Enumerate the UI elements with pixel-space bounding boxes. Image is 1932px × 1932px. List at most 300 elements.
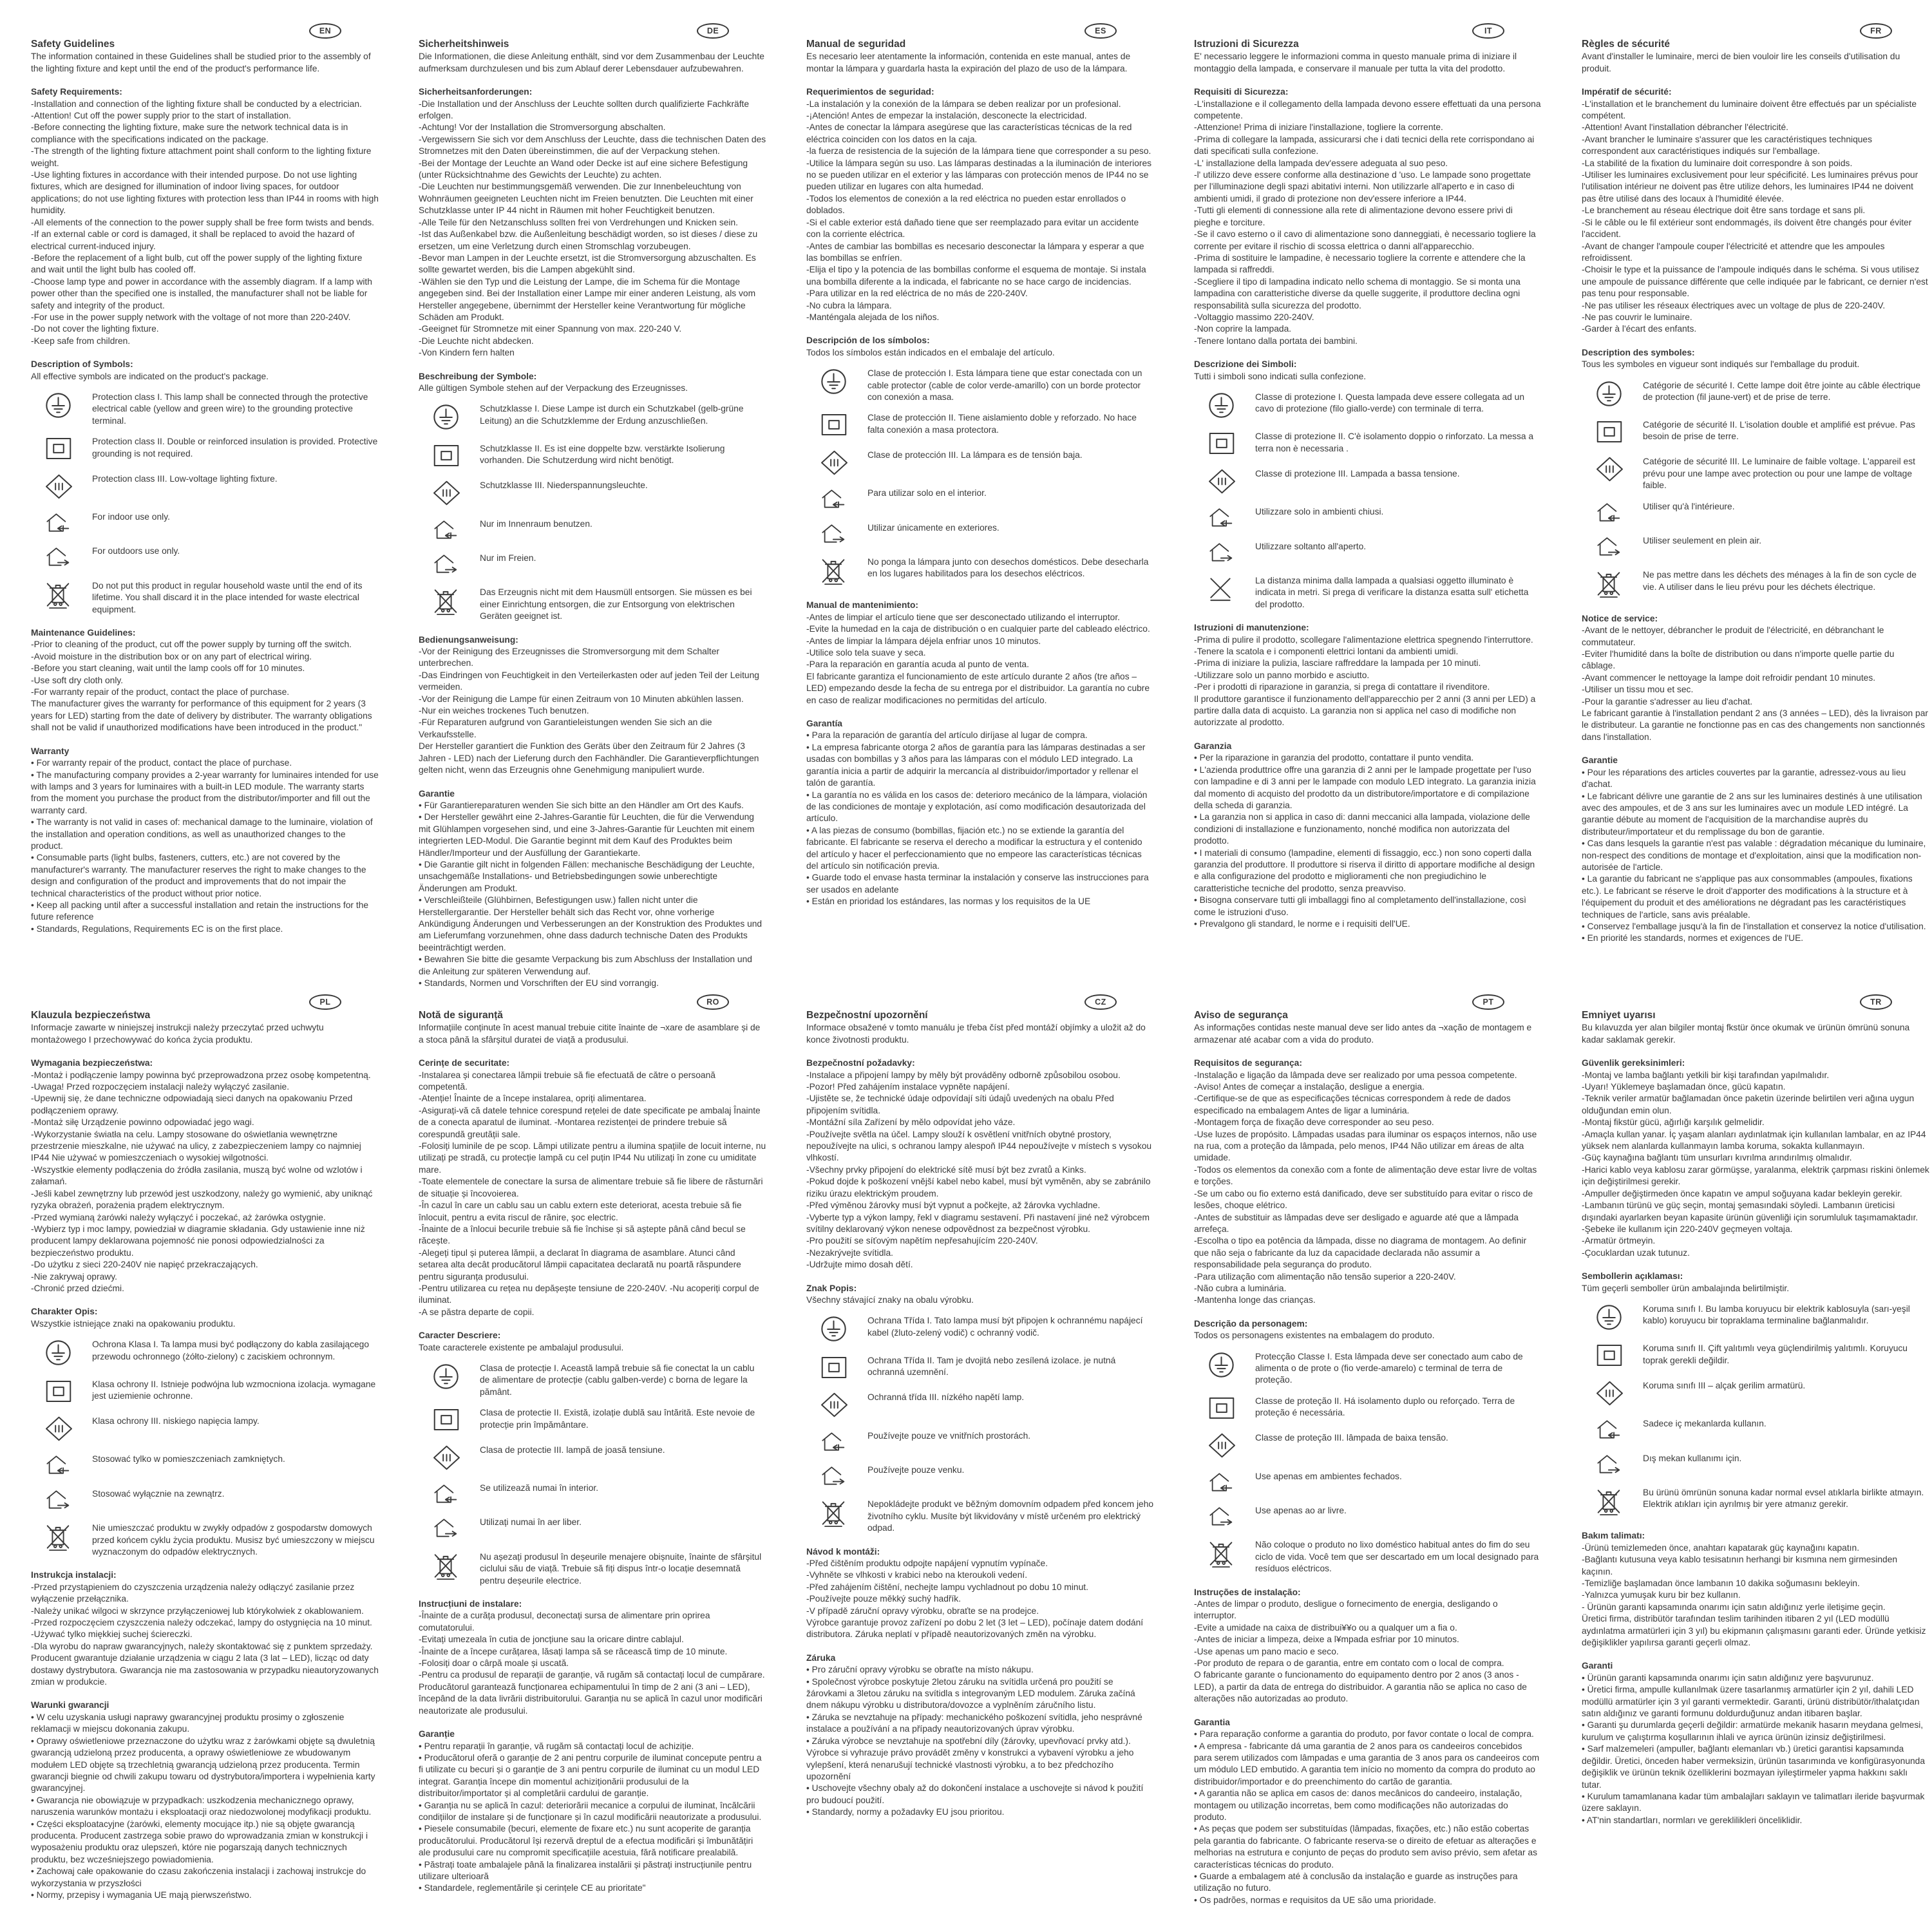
- section-paragraph: -The strength of the lighting fixture attachment point shall conform to the lighting fixture weight.: [31, 146, 372, 168]
- symbol-text: Stosować wyłącznie na zewnątrz.: [92, 1488, 225, 1499]
- symbol-row: [1194, 506, 1542, 531]
- symbol-text: Nie umieszczać produktu w zwykły odpadów z gospodarstw domowych przed końcem cyklu życia produktu. Musisz być umieszczony w miejscu wyznaczonym do odpadów elektrycznych.: [92, 1523, 375, 1557]
- section-paragraph: • Para la reparación de garantía del artículo diríjase al lugar de compra.: [806, 730, 1088, 741]
- section-paragraph: • The manufacturing company provides a 2-year warranty for luminaires intended for use with lamps and 3 years for luminaires with a built-in LED module. The warranty starts from the moment you purchase the product from the distributor/importer and fill out the warranty card.: [31, 770, 379, 815]
- section-paragraph: -Înainte de a începe curățarea, lăsați lampa să se răcească timp de 10 minute.: [419, 1646, 728, 1656]
- section-paragraph: • Zachowaj całe opakowanie do czasu zakończenia instalacji i zachowaj instrukcje do wykorzystania w przyszłości: [31, 1866, 366, 1888]
- section-paragraph: • AT'nin standartları, normları ve gereklilikleri önceliklidir.: [1582, 1815, 1803, 1825]
- section-paragraph: Wszystkie istniejące znaki na opakowaniu produktu.: [31, 1318, 236, 1329]
- symbol-text: Protection class II. Double or reinforced insulation is provided. Protective grounding is not required.: [92, 437, 378, 459]
- section-paragraph: • Společnost výrobce poskytuje 2letou záruku na svítidla určená pro použití se žárovkami a 3letou záruku na svítidla s integrovaným LED modulem. Záruka začíná dnem nákupu výrobku u distributora/dovozce a vyplněním záručního listu.: [806, 1676, 1135, 1710]
- column-title: Safety Guidelines: [31, 39, 115, 50]
- section-heading: Requerimientos de seguridad:: [806, 87, 934, 97]
- section-heading: Beschreibung der Symbole:: [419, 371, 537, 381]
- symbol-row: [419, 403, 766, 433]
- section-paragraph: -Nur ein weiches trockenes Tuch benutzen.: [419, 706, 589, 716]
- symbol-row: [419, 480, 766, 509]
- section-heading: Safety Requirements:: [31, 87, 122, 97]
- symbol-row: [419, 587, 766, 622]
- column-title: Istruzioni di Sicurezza: [1194, 39, 1299, 50]
- section-paragraph: • Standardy, normy a požadavky EU jsou prioritou.: [806, 1807, 1005, 1817]
- symbol-text: Classe di protezione II. C'è isolamento doppio o rinforzato. La messa a terra non è necessaria .: [1255, 431, 1534, 453]
- section-paragraph: -L'installation et le branchement du luminaire doivent être effectués par un spécialiste compétent.: [1582, 99, 1917, 121]
- section-paragraph: -Uyarı! Yüklemeye başlamadan önce, gücü kapatın.: [1582, 1082, 1786, 1092]
- symbol-text: For outdoors use only.: [92, 546, 180, 556]
- outdoor-use-house-icon: [419, 1517, 480, 1542]
- weee-crossed-bin-icon: [419, 587, 480, 618]
- section-paragraph: -Use lighting fixtures in accordance with their intended purpose. Do not use lighting fixtures, which are designed for illumination of indoor living spaces, for outdoor applications; do not use lighting fixtures with protection less than IP44 in rooms with high humidity.: [31, 170, 379, 216]
- lang-column-fr: [1582, 23, 1929, 965]
- section-paragraph: -Před zahájením čištění, nechejte lampu vychladnout po dobu 10 minut.: [806, 1582, 1088, 1592]
- section-paragraph: • En priorité les standards, normes et exigences de l'UE.: [1582, 933, 1804, 943]
- section-paragraph: • Pour les réparations des articles couvertes par la garantie, adressez-vous au lieu d'achat.: [1582, 767, 1906, 790]
- column-title: Manual de seguridad: [806, 39, 906, 50]
- symbol-text: Schutzklasse III. Niederspannungsleuchte.: [480, 480, 648, 491]
- symbol-row: [31, 473, 379, 502]
- symbol-row: [31, 1488, 379, 1513]
- section-paragraph: -Przed wymianą żarówki należy wyłączyć i poczekać, aż żarówka ostygnie.: [31, 1212, 326, 1222]
- protection-class3-low-voltage-icon: [806, 1392, 867, 1421]
- symbol-row: [1582, 1418, 1929, 1443]
- section-paragraph: -Harici kablo veya kablosu zarar görmüşse, yaralanma, elektrik çarpması riskini önlemek için değiştirilmesi gerekir.: [1582, 1164, 1929, 1187]
- section-paragraph: -Attention! Cut off the power supply prior to the start of installation.: [31, 111, 291, 121]
- section-paragraph: • Pro záruční opravy výrobku se obraťte na místo nákupu.: [806, 1665, 1034, 1675]
- section-paragraph: -Alegeți tipul și puterea lămpii, a declarat în diagrama de asamblare. Atunci când setarea alta decât producătorul lămpii capacitatea declarată nu poartă răspundere pentru siguranța produsului.: [419, 1247, 741, 1282]
- section-paragraph: -Toate elementele de conectare la sursa de alimentare trebuie să fie libere de răsturnări de situație și încovoierea.: [419, 1177, 763, 1198]
- section-paragraph: -În cazul în care un cablu sau un cablu extern este deteriorat, acesta trebuie să fie înlocuit, pentru a evita riscul de rănire, șoc electric.: [419, 1200, 742, 1222]
- protection-class3-low-voltage-icon: [31, 1416, 92, 1444]
- section-heading: Warranty: [31, 746, 70, 756]
- section-paragraph: -Používejte světla na účel. Lampy slouží k osvětlení vnitřních obytné prostory, nepoužívejte na ulici, s ochranou lampy alespoň IP44 nepoužívejte v místech s vysokou vlhkostí.: [806, 1129, 1152, 1163]
- symbol-row: [1582, 535, 1929, 560]
- protection-class1-ground-icon: [1194, 392, 1255, 422]
- section-paragraph: -Antes de limpar o produto, desligue o fornecimento de energia, desligando o interruptor.: [1194, 1599, 1498, 1621]
- column-intro: E' necessario leggere le informazioni comma in questo manuale prima di iniziare il montaggio della lampada, e conservare il manuale per tutta la vita del prodotto.: [1194, 52, 1517, 73]
- section-heading: Maintenance Guidelines:: [31, 628, 136, 638]
- section-paragraph: -Do not cover the lighting fixture.: [31, 324, 159, 334]
- outdoor-use-house-icon: [419, 553, 480, 578]
- section-paragraph: Todos los símbolos están indicados en el embalaje del artículo.: [806, 347, 1055, 357]
- symbol-row: [31, 1339, 379, 1369]
- section-paragraph: -Przed rozpoczęciem czyszczenia należy odczekać, lampy do ostygnięcia na 10 minut.: [31, 1618, 372, 1628]
- section-paragraph: -Installation and connection of the lighting fixture shall be conducted by a electrician.: [31, 99, 362, 109]
- section-paragraph: -Todos los elementos de conexión a la red eléctrica no pueden estar enrollados o doblados.: [806, 193, 1126, 216]
- section-paragraph: -Montaj ve lamba bağlantı yetkili bir kişi tarafından yapılmalıdır.: [1582, 1070, 1830, 1080]
- symbol-text: Clasa de protectie III. lampă de joasă tensiune.: [480, 1444, 665, 1455]
- protection-class2-double-insulation-icon: [806, 412, 867, 440]
- section-paragraph: Tüm geçerli semboller ürün ambalajında belirtilmiştir.: [1582, 1283, 1790, 1293]
- section-paragraph: -Wszystkie elementy podłączenia do źródła zasilania, muszą być wolne od wzlotów i załamań.: [31, 1164, 363, 1187]
- symbol-row: [1194, 1471, 1542, 1496]
- symbol-row: [31, 580, 379, 616]
- symbol-row: [1194, 431, 1542, 459]
- section-paragraph: -Nie zakrywaj oprawy.: [31, 1271, 117, 1282]
- weee-crossed-bin-icon: [31, 1522, 92, 1554]
- section-paragraph: - Ürünün garanti kapsamında onarımı için satın aldığınız yerle iletişime geçin.: [1582, 1602, 1886, 1612]
- section-paragraph: Il produttore garantisce il funzionamento dell'apparecchio per 2 anni (3 anni per LED) a partire dalla data di acquisto. La garanzia non si applica nel caso di modifiche non autorizzate al prodotto.: [1194, 694, 1536, 728]
- symbol-text: Utilizar únicamente en exteriores.: [867, 522, 999, 533]
- section-paragraph: -Montagem força de fixação deve corresponder ao seu peso.: [1194, 1117, 1434, 1128]
- section-paragraph: • Os padrões, normas e requisitos da UE são uma prioridade.: [1194, 1895, 1436, 1905]
- section-paragraph: • Uschovejte všechny obaly až do dokončení instalace a uschovejte si návod k použití pro budoucí použití.: [806, 1783, 1144, 1805]
- column-intro: Informace obsažené v tomto manuálu je třeba číst před montáží objímky a uložit až do konce životnosti produktu.: [806, 1023, 1146, 1045]
- section-heading: Requisitos de segurança:: [1194, 1058, 1302, 1068]
- outdoor-use-house-icon: [806, 522, 867, 547]
- section-paragraph: -Pro použití se síťovým napětím nepřesahujícím 220-240V.: [806, 1236, 1038, 1246]
- symbol-text: Protecção Classe I. Esta lâmpada deve ser conectado aum cabo de alimenta o de prote o (fio verde-amarelo) c terminal de terra de proteção.: [1255, 1351, 1523, 1385]
- section-paragraph: -A se păstra departe de copii.: [419, 1307, 535, 1317]
- section-paragraph: • Standards, Regulations, Requirements EC is on the first place.: [31, 923, 283, 934]
- section-paragraph: -la fuerza de resistencia de la sujeción de la lámpara tiene que corresponder a su peso.: [806, 146, 1151, 156]
- section-paragraph: -Do użytku z sieci 220-240V nie napięć przekraczających.: [31, 1260, 258, 1270]
- section-paragraph: -Keep safe from children.: [31, 336, 131, 346]
- section-paragraph: • Standards, Normen und Vorschriften der EU sind vorrangig.: [419, 978, 659, 988]
- language-badge: PT: [1472, 994, 1504, 1010]
- symbol-row: [1194, 1539, 1542, 1575]
- section-paragraph: -Chronić przed dziećmi.: [31, 1283, 124, 1293]
- indoor-use-house-icon: [419, 518, 480, 544]
- section-paragraph: • La garantie du fabricant ne s'applique pas aux consommables (ampoules, fixations etc.). Le fabricant se réserve le droit d'apporter des modifications à la structure et à l'équipement du produit et des améliorations ne dégradant pas les caractéristiques techniques de l'article, sans avis préalable.: [1582, 874, 1913, 920]
- column-intro: Avant d'installer le luminaire, merci de bien vouloir lire les conseils d'utilisation du produit.: [1582, 52, 1900, 73]
- symbol-row: [419, 1363, 766, 1398]
- section-paragraph: -Ist das Außenkabel bzw. die Außenleitung beschädigt worden, so ist dieses / diese zu ersetzen, um eine Verletzung durch einen Stromschlag vorzubeugen.: [419, 229, 758, 251]
- symbol-row: [419, 1517, 766, 1542]
- section-heading: Bezpečnostní požadavky:: [806, 1058, 915, 1068]
- section-paragraph: -Before the replacement of a light bulb, cut off the power supply of the lighting fixture and wait until the light bulb has cooled off.: [31, 252, 363, 275]
- symbol-text: La distanza minima dalla lampada a qualsiasi oggetto illuminato è indicata in metri. Si prega di verificare la distanza esatta sull' etichetta del prodotto.: [1255, 576, 1529, 609]
- section-paragraph: -Pentru ca produsul de reparații de garanție, vă rugăm să contactați locul de cumpărare.: [419, 1670, 765, 1680]
- section-paragraph: -Udržujte mimo dosah dětí.: [806, 1260, 913, 1270]
- indoor-use-house-icon: [1194, 506, 1255, 531]
- section-paragraph: -Evite la humedad en la caja de distribución o en cualquier parte del cableado eléctrico.: [806, 624, 1150, 634]
- symbol-row: [1582, 1487, 1929, 1519]
- section-paragraph: -Para utilizar en la red eléctrica de no más de 220-240V.: [806, 289, 1028, 299]
- section-paragraph: -Scegliere il tipo di lampadina indicato nello schema di montaggio. Se si monta una lampadina con caratteristiche diverse da quelle suggerite, il produttore declina ogni responsabilità sulla sicurezza del prodotto.: [1194, 276, 1520, 310]
- symbol-row: [419, 1482, 766, 1508]
- section-paragraph: • Garanti şu durumlarda geçerli değildir: armatürde mekanik hasarın meydana gelmesi, kurulum ve çalıştırma koşullarının ihlali ve ayrıca ürünün izinsiz değiştirilmesi.: [1582, 1720, 1924, 1742]
- section-paragraph: -Evitați umezeala în cutia de joncțiune sau la oricare dintre cablajul.: [419, 1634, 684, 1645]
- symbol-text: Ochranná třída III. nízkého napětí lamp.: [867, 1392, 1025, 1403]
- section-paragraph: -Před čištěním produktu odpojte napájení vypnutím vypínače.: [806, 1558, 1048, 1568]
- section-paragraph: -L' installazione della lampada dev'essere adeguata al suo peso.: [1194, 158, 1448, 168]
- section-paragraph: • A garantia não se aplica em casos de: danos mecânicos do candeeiro, instalação, montagem ou utilização incorretas, bem como modificações não autorizadas do produto.: [1194, 1788, 1522, 1822]
- section-paragraph: -Vor der Reinigung die Lampe für einen Zeitraum von 10 Minuten abkühlen lassen.: [419, 694, 744, 704]
- section-paragraph: • La empresa fabricante otorga 2 años de garantía para las lámparas destinadas a ser usadas con bombillas y 3 años para las lámparas con el módulo LED integrado. La garantía inicia a partir de adquirir la mercancía al distribuidor/importador y rellenar el talón de garantía.: [806, 742, 1146, 788]
- section-paragraph: -Montážní síla Zařízení by mělo odpovídat jeho váze.: [806, 1117, 1016, 1128]
- section-paragraph: -Aviso! Antes de começar a instalação, desligue a energia.: [1194, 1082, 1425, 1092]
- symbol-text: For indoor use only.: [92, 512, 170, 522]
- symbol-text: Schutzklasse I. Diese Lampe ist durch ein Schutzkabel (gelb-grüne Leitung) an die Schutzklemme der Erdung anzuschließen.: [480, 404, 744, 426]
- section-paragraph: • Garanția nu se aplică în cazul: deteriorării mecanice a corpului de iluminat, încălcării condițiilor de instalare și de funcționare și în cazul modificării neautorizate a produsului.: [419, 1800, 762, 1822]
- section-paragraph: -Przed przystąpieniem do czyszczenia urządzenia należy odłączyć zasilanie przez wyłączenie przełącznika.: [31, 1582, 355, 1604]
- indoor-use-house-icon: [1194, 1471, 1255, 1496]
- indoor-use-house-icon: [31, 511, 92, 536]
- section-paragraph: -Use apenas um pano macio e seco.: [1194, 1646, 1339, 1656]
- indoor-use-house-icon: [1582, 1418, 1643, 1443]
- symbol-text: Schutzklasse II. Es ist eine doppelte bzw. verstärkte Isolierung vorhanden. Die Schutzerdung wird nicht benötigt.: [480, 443, 725, 466]
- section-paragraph: -Tutti gli elementi di connessione alla rete di alimentazione devono essere privi di pieghe e torciture.: [1194, 205, 1513, 227]
- section-paragraph: -Antes de substituir as lâmpadas deve ser desligado e aguarde até que a lâmpada arrefeça.: [1194, 1212, 1519, 1234]
- outdoor-use-house-icon: [31, 1488, 92, 1513]
- symbol-text: Ochrana Třída II. Tam je dvojitá nebo zesílená izolace. je nutná ochranná uzemnění.: [867, 1355, 1116, 1378]
- symbol-text: Dış mekan kullanımı için.: [1643, 1453, 1742, 1463]
- symbol-text: Používejte pouze ve vnitřních prostorách.: [867, 1430, 1031, 1441]
- section-paragraph: -Se il cavo esterno o il cavo di alimentazione sono danneggiati, è necessario togliere la corrente per evitare il rischio di scossa elettrica o danni all'apparecchio.: [1194, 229, 1536, 251]
- protection-class3-low-voltage-icon: [419, 480, 480, 509]
- symbol-row: [1194, 541, 1542, 566]
- protection-class2-double-insulation-icon: [1194, 1396, 1255, 1423]
- section-paragraph: -Wybierz typ i moc lampy, powiedział w diagramie składania. Gdy ustawienie inne niż producent lampy deklarowana pojemność nie ponosi odpowiedzialności za bezpieczeństwo produktu.: [31, 1224, 365, 1258]
- section-paragraph: • Standardele, reglementările și cerințele CE au prioritate": [419, 1883, 646, 1893]
- symbol-row: [1194, 468, 1542, 497]
- section-paragraph: -Avant brancher le luminaire s'assurer que les caractéristiques techniques correspondent aux caractéristiques indiqués sur l'emballage.: [1582, 134, 1873, 156]
- protection-class3-low-voltage-icon: [1194, 1432, 1255, 1461]
- section-heading: Istruzioni di manutenzione:: [1194, 623, 1309, 633]
- protection-class2-double-insulation-icon: [31, 436, 92, 464]
- symbol-row: [1582, 456, 1929, 491]
- section-paragraph: -Prima di collegare la lampada, assicurarsi che i dati tecnici della rete corrispondano ai dati specificati sulla confezione.: [1194, 134, 1535, 156]
- protection-class1-ground-icon: [419, 1363, 480, 1393]
- symbol-text: Classe de proteção II. Há isolamento duplo ou reforçado. Terra de proteção é necessária.: [1255, 1396, 1515, 1418]
- language-columns-grid: [31, 23, 1929, 1932]
- section-paragraph: -Vor der Reinigung des Erzeugnisses die Stromversorgung mit dem Schalter unterbrechen.: [419, 647, 720, 668]
- symbol-row: [806, 1315, 1154, 1345]
- section-paragraph: -Choose lamp type and power in accordance with the assembly diagram. If a lamp with power other than the specified one is installed, the manufacturer shall not be liable for safety and integrity of the product.: [31, 276, 372, 310]
- section-paragraph: -Antes de iniciar a limpeza, deixe a l¥mpada esfriar por 10 minutos.: [1194, 1634, 1459, 1645]
- symbol-text: Klasa ochrony III. niskiego napięcia lampy.: [92, 1416, 260, 1426]
- symbol-text: Ochrona Klasa I. Ta lampa musi być podłączony do kabla zasilającego przewodu ochronnego (żółto-zielony) c zaciskiem ochronnym.: [92, 1340, 369, 1361]
- symbol-row: [806, 556, 1154, 588]
- section-paragraph: -La stabilité de la fixation du luminaire doit correspondre à son poids.: [1582, 158, 1853, 168]
- language-badge: FR: [1860, 23, 1892, 39]
- symbol-text: Nepokládejte produkt ve běžným domovním odpadem před koncem jeho životního cyklu. Musíte být likvidovány v místě určeném pro elektrický odpad.: [867, 1499, 1154, 1533]
- section-paragraph: • Conservez l'emballage jusqu'à la fin de l'installation et conservez la notice d'utilisation.: [1582, 921, 1926, 931]
- section-paragraph: -Uwaga! Przed rozpoczęciem instalacji należy wyłączyć zasilanie.: [31, 1082, 290, 1092]
- weee-crossed-bin-icon: [806, 1499, 867, 1530]
- protection-class3-low-voltage-icon: [1582, 456, 1643, 485]
- symbol-row: [806, 522, 1154, 547]
- symbol-text: Ne pas mettre dans les déchets des ménages à la fin de son cycle de vie. A utiliser dans le lieu prévu pour les déchets électrique.: [1643, 570, 1917, 592]
- outdoor-use-house-icon: [1582, 535, 1643, 560]
- symbol-text: Utilizzare soltanto all'aperto.: [1255, 541, 1367, 551]
- symbol-text: Nur im Freien.: [480, 553, 536, 563]
- lang-column-en: [31, 23, 379, 965]
- symbol-text: Protection class I. This lamp shall be connected through the protective electrical cable (yellow and green wire) to the grounding protective terminal.: [92, 392, 368, 426]
- weee-crossed-bin-icon: [806, 556, 867, 588]
- section-paragraph: -Manténgala alejada de los niños.: [806, 312, 940, 322]
- symbol-row: [806, 1464, 1154, 1490]
- indoor-use-house-icon: [419, 1482, 480, 1508]
- weee-crossed-bin-icon: [419, 1551, 480, 1583]
- symbol-text: Classe de proteção III. lâmpada de baixa tensão.: [1255, 1433, 1448, 1443]
- language-badge: DE: [697, 23, 729, 39]
- section-paragraph: -Per i prodotti di riparazione in garanzia, si prega di contattare il rivenditore.: [1194, 682, 1490, 692]
- weee-crossed-bin-icon: [1582, 1487, 1643, 1519]
- section-heading: Description of Symbols:: [31, 359, 133, 370]
- section-paragraph: • Záruka výrobce se nevztahuje na spotřební díly (žárovky, upevňovací prvky atd.). Výrobce si vyhrazuje právo provádět změny v konstrukci a vybavení výrobku a jeho vylepšení, která nenarušují technické vlastnosti výrobku, a to bez předchozího upozornění: [806, 1736, 1134, 1781]
- section-paragraph: -Para la reparación en garantía acuda al punto de venta.: [806, 659, 1029, 670]
- section-paragraph: -Evite a umidade na caixa de distribui¥¥o ou a qualquer um a fia o.: [1194, 1622, 1457, 1633]
- section-paragraph: -Folosiți doar o cârpă moale și uscată.: [419, 1658, 569, 1669]
- lang-column-cz: [806, 994, 1154, 1932]
- section-paragraph: -Escolha o tipo ea potência da lâmpada, disse no diagrama de montagem. Ao definir que não seja o fabricante da luz da capacidade declarada não assumir a responsabilidade pela segurança do produto.: [1194, 1236, 1527, 1270]
- outdoor-use-house-icon: [1582, 1453, 1643, 1478]
- section-paragraph: -La instalación y la conexión de la lámpara se deben realizar por un profesional.: [806, 99, 1121, 109]
- weee-crossed-bin-icon: [1582, 569, 1643, 601]
- symbol-text: Classe di protezione III. Lampada a bassa tensione.: [1255, 468, 1460, 478]
- symbol-text: Utilizzare solo in ambienti chiusi.: [1255, 507, 1384, 517]
- section-paragraph: -Před výměnou žárovky musí být vypnut a počkejte, až žárovka vychladne.: [806, 1200, 1101, 1211]
- section-paragraph: -Use luzes de propósito. Lâmpadas usadas para iluminar os espaços internos, não use na rua, com a proteção da lâmpada, pelo menos, IP44 Não utilizar em áreas de alta umidade.: [1194, 1129, 1537, 1163]
- section-paragraph: -Montaż i podłączenie lampy powinna być przeprowadzona przez osobę kompetentną.: [31, 1070, 371, 1080]
- section-paragraph: -Utiliser les luminaires exclusivement pour leur spécificité. Les luminaires prévus pour l'utilisation intérieur ne doivent pas être utilize dehors, les luminaires IP44 ne doivent pas être utilisé dans des locaux à l'humidité élevée.: [1582, 170, 1918, 204]
- section-paragraph: -Temizliğe başlamadan önce lambanın 10 dakika soğumasını bekleyin.: [1582, 1578, 1860, 1588]
- section-paragraph: Le fabricant garantie à l'installation pendant 2 ans (3 années – LED), dès la livraison par le distributeur. La garantie ne fonctionne pas en cas des changements non sanctionnés dans l'installation.: [1582, 708, 1928, 742]
- section-heading: Manual de mantenimiento:: [806, 600, 919, 611]
- section-paragraph: • As peças que podem ser substituídas (lâmpadas, fixações, etc.) não estão cobertas pela garantia do fabricante. O fabricante reserva-se o direito de efetuar as alterações e melhorias na estrutura e conjunto de peças do produto sem aviso prévio, sem afetar as características técnicas do produto.: [1194, 1824, 1538, 1870]
- symbol-text: Utiliser qu'à l'intérieure.: [1643, 501, 1735, 511]
- symbol-row: [1582, 501, 1929, 526]
- section-paragraph: -Vergewissern Sie sich vor dem Anschluss der Leuchte, dass die technischen Daten des Stromnetzes mit den Daten übereinstimmen, die auf der Verpackung stehen.: [419, 134, 766, 156]
- section-heading: Sicherheitsanforderungen:: [419, 87, 533, 97]
- symbol-row: [31, 1416, 379, 1444]
- section-paragraph: • W celu uzyskania usługi naprawy gwarancyjnej produktu prosimy o zgłoszenie reklamacji w miejscu dokonania zakupu.: [31, 1712, 345, 1734]
- section-heading: Descrição da personagem:: [1194, 1318, 1308, 1329]
- section-paragraph: -If an external cable or cord is damaged, it shall be replaced to avoid the hazard of electrical current-induced injury.: [31, 229, 355, 251]
- section-heading: Instrucțiuni de instalare:: [419, 1599, 522, 1609]
- symbol-row: [419, 1407, 766, 1435]
- section-paragraph: -Si le câble ou le fil extérieur sont endommagés, ils doivent être changés pour éviter l'accident.: [1582, 217, 1912, 240]
- section-paragraph: • La garanzia non si applica in caso di: danni meccanici alla lampada, violazione delle condizioni di installazione e funzionamento, nonché modifica non autorizzata del prodotto.: [1194, 812, 1530, 846]
- symbol-row: [1582, 419, 1929, 447]
- section-paragraph: -Non coprire la lampada.: [1194, 324, 1292, 334]
- section-paragraph: -Upewnij się, że dane techniczne odpowiadają sieci danych na opakowaniu Przed podłączeniem oprawy.: [31, 1094, 353, 1115]
- section-heading: Garantie: [419, 788, 455, 799]
- section-paragraph: -Die Leuchte nicht abdecken.: [419, 336, 534, 346]
- protection-class3-low-voltage-icon: [1194, 468, 1255, 497]
- section-paragraph: • Verschleißteile (Glühbirnen, Befestigungen usw.) fallen nicht unter die Herstellergarantie. Der Hersteller behält sich das Recht vor, ohne vorherige Ankündigung Änderungen und Verbesserungen an der Konstruktion des Produktes und am Lieferumfang vorzunehmen, ohne dass dadurch technische Daten des Produkts beeinträchtigt werden.: [419, 895, 762, 952]
- symbol-text: Klasa ochrony II. Istnieje podwójna lub wzmocniona izolacja. wymagane jest uziemienie ochronne.: [92, 1379, 376, 1401]
- symbol-text: Koruma sınıfı I. Bu lamba koruyucu bir elektrik kablosuyla (sarı-yeşil kablo) koruyucu bir topraklama terminaline bağlanmalıdır.: [1643, 1303, 1910, 1326]
- section-paragraph: -Pokud dojde k poškození vnější kabel nebo kabel, musí být vyměněn, aby se zabránilo riziku úrazu elektrickým proudem.: [806, 1177, 1151, 1198]
- section-paragraph: -¡Atención! Antes de empezar la instalación, desconecte la electricidad.: [806, 111, 1087, 121]
- protection-class3-low-voltage-icon: [419, 1444, 480, 1473]
- symbol-text: Catégorie de sécurité III. Le luminaire de faible voltage. L'appareil est prévu pour une lampe avec protection ou pour une lampe de voltage faible.: [1643, 457, 1915, 491]
- section-paragraph: • Sarf malzemeleri (ampuller, bağlantı elemanları vb.) üretici garantisi kapsamında değildir. Üretici, önceden haber vermeksizin, ürünün tasarımında ve konfigürasyonunda değişiklik ve ürünün teknik özelliklerini bozmayan iyileştirmeler yapma hakkını saklı tutar.: [1582, 1744, 1926, 1790]
- section-paragraph: • L'azienda produttrice offre una garanzia di 2 anni per le lampade progettate per l'uso con lampadine e di 3 anni per le lampade con modulo LED integrato. La garanzia inizia dal momento di acquisto del prodotto da un distributore/importatore e di compilazione della scheda di garanzia.: [1194, 764, 1536, 810]
- symbol-text: Utiliser seulement en plein air.: [1643, 536, 1762, 545]
- section-heading: Bedienungsanweisung:: [419, 634, 518, 645]
- section-paragraph: • Cas dans lesquels la garantie n'est pas valable : dégradation mécanique du luminaire, non-respect des conditions de montage et d'exploitation, ainsi que la modification non-autorisée de l'article.: [1582, 838, 1926, 872]
- symbol-row: [806, 1392, 1154, 1421]
- section-paragraph: -Ujistěte se, že technické údaje odpovídají síti údajů uvedených na obalu Před připojením svítidla.: [806, 1094, 1114, 1115]
- protection-class2-double-insulation-icon: [1582, 1343, 1643, 1370]
- symbol-text: Koruma sınıfı II. Çift yalıtımlı veya güçlendirilmiş yalıtımlı. Koruyucu toprak gerekli değildir.: [1643, 1343, 1908, 1365]
- section-paragraph: -Antes de cambiar las bombillas es necesario desconectar la lámpara y esperar a que las bombillas se enfríen.: [806, 241, 1144, 263]
- section-paragraph: Toate caracterele existente pe ambalajul produsului.: [419, 1342, 624, 1352]
- section-paragraph: • Pentru reparații în garanție, vă rugăm să contactați locul de achiziție.: [419, 1741, 694, 1751]
- section-paragraph: -For warranty repair of the product, contact the place of purchase.: [31, 687, 290, 697]
- section-heading: Güvenlik gereksinimleri:: [1582, 1058, 1685, 1068]
- section-heading: Znak Popis:: [806, 1283, 857, 1293]
- symbol-text: Das Erzeugnis nicht mit dem Hausmüll entsorgen. Sie müssen es bei einer Einrichtung entsorgen, die zur Entsorgung von elektrischen Geräten geeignet ist.: [480, 587, 752, 621]
- section-paragraph: Výrobce garantuje provoz zařízení po dobu 2 let (3 let – LED), počínaje datem dodání distributora. Záruka neplatí v případě neautorizovaných změn na výrobku.: [806, 1618, 1144, 1640]
- column-title: Bezpečnostní upozornění: [806, 1010, 928, 1021]
- section-paragraph: • A las piezas de consumo (bombillas, fijación etc.) no se extiende la garantía del fabricante. El fabricante se reserva el derecho a modificar la estructura y el contenido del artículo y hacer el perfeccionamiento que no empeore las características técnicas del artículo sin notificación previa.: [806, 825, 1142, 871]
- symbol-text: Ochrana Třída I. Tato lampa musí být připojen k ochrannému napájecí kabel (žluto-zelený vodič) c ochranný vodič.: [867, 1316, 1143, 1338]
- symbol-text: Bu ürünü ömrünün sonuna kadar normal evsel atıklarla birlikte atmayın. Elektrik atıkları için ayrılmış bir yere atmanız gerekir.: [1643, 1487, 1924, 1510]
- section-paragraph: -Attenzione! Prima di iniziare l'installazione, togliere la corrente.: [1194, 122, 1443, 133]
- section-paragraph: -Montaj fikstür gücü, ağırlığı karşılık gelmelidir.: [1582, 1117, 1765, 1128]
- symbol-text: Koruma sınıfı III – alçak gerilim armatürü.: [1643, 1380, 1806, 1390]
- column-intro: As informações contidas neste manual deve ser lido antes da ¬xação de montagem e armazenar até acabar com a vida do produto.: [1194, 1023, 1532, 1045]
- language-badge: CZ: [1084, 994, 1117, 1010]
- section-paragraph: -Se um cabo ou fio externo está danificado, deve ser substituído para evitar o risco de lesões, choque elétrico.: [1194, 1188, 1533, 1211]
- symbol-row: [1194, 1396, 1542, 1423]
- section-paragraph: -Używać tylko miękkiej suchej ściereczki.: [31, 1629, 193, 1640]
- section-paragraph: -Utilice solo tela suave y seca.: [806, 648, 926, 658]
- section-paragraph: • Die Garantie gilt nicht in folgenden Fällen: mechanische Beschädigung der Leuchte, unsachgemäße Installations- und Betriebsbedingungen sowie unberechtigte Änderungen am Produkt.: [419, 859, 755, 893]
- column-title: Klauzula bezpieczeństwa: [31, 1010, 151, 1021]
- symbol-text: Utilizați numai în aer liber.: [480, 1517, 582, 1528]
- symbol-row: [31, 545, 379, 571]
- section-paragraph: -No cubra la lámpara.: [806, 300, 892, 310]
- section-paragraph: • Consumable parts (light bulbs, fasteners, cutters, etc.) are not covered by the manufacturer's warranty. The manufacturer reserves the right to make changes to the design and configuration of the product and improvements that do not impair the technical characteristics of the product without prior notice.: [31, 853, 366, 898]
- section-heading: Garanzia: [1194, 741, 1232, 751]
- section-paragraph: -Wählen sie den Typ und die Leistung der Lampe, die im Schema für die Montage angegeben sind. Bei der Installation einer Lampe mir einer anderen Leistung, als vom Hersteller angegebene, übernimmt der Hersteller keine Verantwortung für mögliche Schäden am Produkt.: [419, 276, 756, 322]
- section-paragraph: -Achtung! Vor der Installation die Stromversorgung abschalten.: [419, 122, 666, 133]
- symbol-row: [419, 518, 766, 544]
- protection-class3-low-voltage-icon: [31, 473, 92, 502]
- section-paragraph: -l' utilizzo deve essere conforme alla destinazione d 'uso. Le lampade sono progettate per l'illuminazione degli spazi abitativi interni. Non utilizzarle all'aperto e in caso di ambienti umidi, il grado di protezione non dev'essere inferiore a IP44.: [1194, 170, 1531, 204]
- section-paragraph: -Amaçla kullan yanar. İç yaşam alanları aydınlatmak için kullanılan lambalar, en az IP44 yüksek nem alanlarda kullanmayın lamba koruma, sokakta kullanmayın.: [1582, 1129, 1926, 1151]
- language-badge: PL: [309, 994, 341, 1010]
- section-paragraph: -Montaż siłę Urządzenie powinno odpowiadać jego wagi.: [31, 1117, 254, 1128]
- section-paragraph: -Instalace a připojení lampy by měly být prováděny odborně způsobilou osobou.: [806, 1070, 1121, 1080]
- section-paragraph: -Para utilização com alimentação não tensão superior a 220-240V.: [1194, 1271, 1456, 1282]
- section-paragraph: -Ne pas couvrir le luminaire.: [1582, 312, 1692, 322]
- section-paragraph: • For warranty repair of the product, contact the place of purchase.: [31, 758, 292, 768]
- symbol-row: [1582, 1303, 1929, 1334]
- section-heading: Cerințe de securitate:: [419, 1058, 510, 1068]
- section-paragraph: -Choisir le type et la puissance de l'ampoule indiqués dans le schéma. Si vous utilisez une ampoule de puissance différente que celle indiquée par le fabricant, ce dernier n'est pas tenu pour responsable.: [1582, 265, 1928, 299]
- symbol-row: [31, 1454, 379, 1479]
- section-paragraph: -Bei der Montage der Leuchte an Wand oder Decke ist auf eine sichere Befestigung (unter Rücksichtnahme des Gewichts der Leuchte) zu achten.: [419, 158, 748, 180]
- protection-class2-double-insulation-icon: [419, 1407, 480, 1435]
- section-paragraph: -Elija el tipo y la potencia de las bombillas conforme el esquema de montaje. Si instala una bombilla diferente a la indicada, el fabricante no se hace cargo de incidencias.: [806, 265, 1146, 287]
- section-paragraph: -Das Eindringen von Feuchtigkeit in den Verteilerkasten oder auf jeden Teil der Leitung vermeiden.: [419, 670, 759, 692]
- section-heading: Description des symboles:: [1582, 347, 1695, 357]
- section-paragraph: -Instalarea și conectarea lămpii trebuie să fie efectuată de către o persoană competentă.: [419, 1070, 715, 1092]
- section-paragraph: • Gwarancja nie obowiązuje w przypadkach: uszkodzenia mechanicznego oprawy, naruszenia warunków montażu i eksploatacji oraz niedozwolonej modyfikacji produktu.: [31, 1795, 372, 1817]
- protection-class1-ground-icon: [806, 1315, 867, 1345]
- protection-class3-low-voltage-icon: [806, 450, 867, 478]
- symbol-row: [1582, 1380, 1929, 1409]
- section-paragraph: -Avant commencer le nettoyage la lampe doit refroidir pendant 10 minutes.: [1582, 672, 1876, 683]
- section-paragraph: -Utiliser un tissu mou et sec.: [1582, 685, 1694, 695]
- lang-column-ro: [419, 994, 766, 1932]
- section-paragraph: -Prima di pulire il prodotto, scollegare l'alimentazione elettrica spegnendo l'interruttore.: [1194, 634, 1533, 645]
- indoor-use-house-icon: [1582, 501, 1643, 526]
- section-paragraph: -Armatür örtmeyin.: [1582, 1236, 1656, 1246]
- section-paragraph: -Mantenha longe das crianças.: [1194, 1295, 1316, 1305]
- symbol-text: Nur im Innenraum benutzen.: [480, 518, 592, 529]
- section-paragraph: -Garder à l'écart des enfants.: [1582, 324, 1697, 334]
- section-heading: Bakım talimatı:: [1582, 1531, 1645, 1541]
- protection-class2-double-insulation-icon: [806, 1355, 867, 1383]
- section-paragraph: -Alle Teile für den Netzanschluss sollten frei von Verdrehungen und Knicken sein.: [419, 217, 738, 227]
- symbol-row: [419, 553, 766, 578]
